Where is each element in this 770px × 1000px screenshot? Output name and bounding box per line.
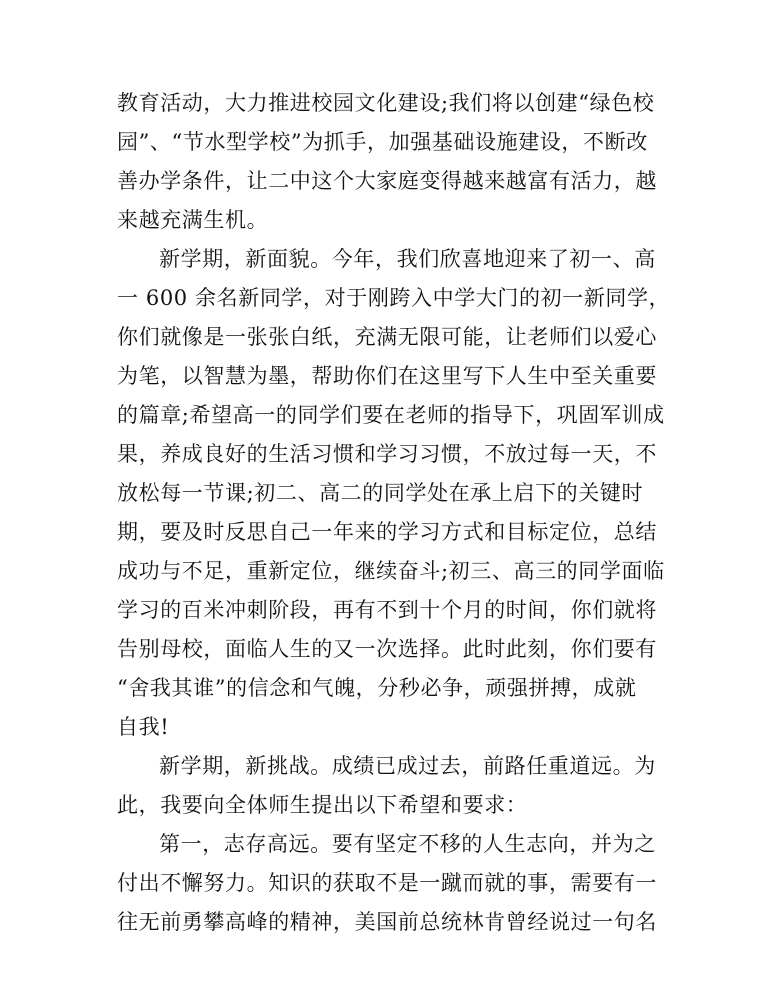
text-line: 来越充满生机。 <box>117 208 269 232</box>
paragraph-start-line: 第一，志存高远。要有坚定不移的人生志向，并为之 <box>159 832 656 856</box>
document-text <box>117 84 671 942</box>
text-line: 一 600 余名新同学，对于刚跨入中学大门的初一新同学， <box>117 286 671 310</box>
text-line: 教育活动，大力推进校园文化建设;我们将以创建“绿色校 <box>117 91 655 115</box>
text-line: 期，要及时反思自己一年来的学习方式和目标定位，总结 <box>117 520 657 544</box>
text-line: 学习的百米冲刺阶段，再有不到十个月的时间，你们就将 <box>117 598 657 622</box>
text-line: 你们就像是一张张白纸，充满无限可能，让老师们以爱心 <box>117 325 657 349</box>
text-line: 为笔，以智慧为墨，帮助你们在这里写下人生中至关重要 <box>117 364 657 388</box>
text-line: 的篇章;希望高一的同学们要在老师的指导下，巩固军训成 <box>117 403 665 427</box>
paragraph-start-line: 新学期，新面貌。今年，我们欣喜地迎来了初一、高 <box>159 247 656 271</box>
text-line: 自我! <box>117 715 170 739</box>
text-line: 告别母校，面临人生的又一次选择。此时此刻，你们要有 <box>117 637 657 661</box>
text-line: 此，我要向全体师生提出以下希望和要求： <box>117 793 528 817</box>
text-line: 成功与不足，重新定位，继续奋斗;初三、高三的同学面临 <box>117 559 665 583</box>
text-line: 果，养成良好的生活习惯和学习习惯，不放过每一天，不 <box>117 442 657 466</box>
text-line: 善办学条件，让二中这个大家庭变得越来越富有活力，越 <box>117 169 657 193</box>
text-line: 园”、“节水型学校”为抓手，加强基础设施建设，不断改 <box>117 130 648 154</box>
text-line: 往无前勇攀高峰的精神，美国前总统林肯曾经说过一句名 <box>117 910 657 934</box>
paragraph-start-line: 新学期，新挑战。成绩已成过去，前路任重道远。为 <box>159 754 656 778</box>
text-line: “舍我其谁”的信念和气魄，分秒必争，顽强拼搏，成就 <box>117 676 637 700</box>
text-line: 付出不懈努力。知识的获取不是一蹴而就的事，需要有一 <box>117 871 657 895</box>
text-line: 放松每一节课;初二、高二的同学处在承上启下的关键时 <box>117 481 644 505</box>
